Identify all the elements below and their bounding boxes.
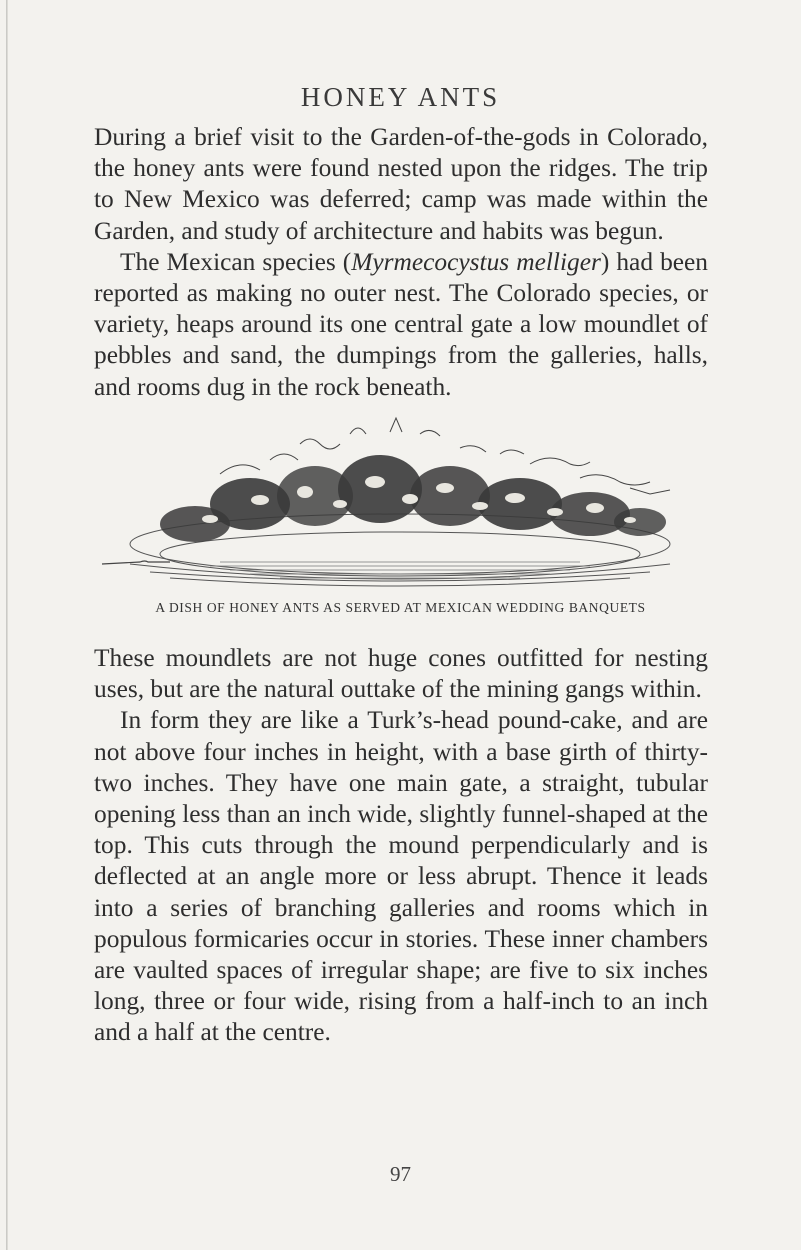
paragraph-4: In form they are like a Turk’s-head pound-cake, and are not above four inches in height, with a base girth of thirty-two inches. They have one main gate, a straight, tubular opening less than an inch wide, slightly funnel-shaped at the top. This cuts through the mound perpendicularly and is deflected at an angle more or less abrupt. Thence it leads into a series of branching galleries and rooms which in populous formicaries occur in stories. These inner chambers are vaulted spaces of irregular shape; are five to six inches long, three or four wide, rising from a half-inch to an inch and a half at the centre. bbox=[94, 706, 708, 1047]
species-name: Myrmecocystus melliger bbox=[351, 247, 601, 276]
figure-caption: A DISH OF HONEY ANTS AS SERVED AT MEXICAN WEDDING BANQUETS bbox=[155, 600, 646, 615]
paragraph-3: These moundlets are not huge cones outfitted for nesting uses, but are the natural outtake of the mining gangs within. bbox=[94, 644, 708, 704]
paragraph-2: The Mexican species (Myrmecocystus melliger) had been reported as making no outer nest. The Colorado species, or variety, heaps around its one central gate a low moundlet of pebbles and sand, the dumpings from the galleries, halls, and rooms dug in the rock beneath. bbox=[94, 247, 708, 401]
running-head: HONEY ANTS bbox=[300, 82, 501, 112]
page-number: 97 bbox=[390, 1162, 411, 1186]
text-block-top bbox=[94, 122, 708, 403]
text-block-bottom bbox=[94, 643, 708, 1049]
paragraph-1: During a brief visit to the Garden-of-the-gods in Colorado, the honey ants were found nested upon the ridges. The trip to New Mexico was deferred; camp was made within the Garden, and study of architecture and habits was begun. bbox=[94, 123, 708, 245]
honey-ants-dish-illustration bbox=[100, 404, 698, 594]
